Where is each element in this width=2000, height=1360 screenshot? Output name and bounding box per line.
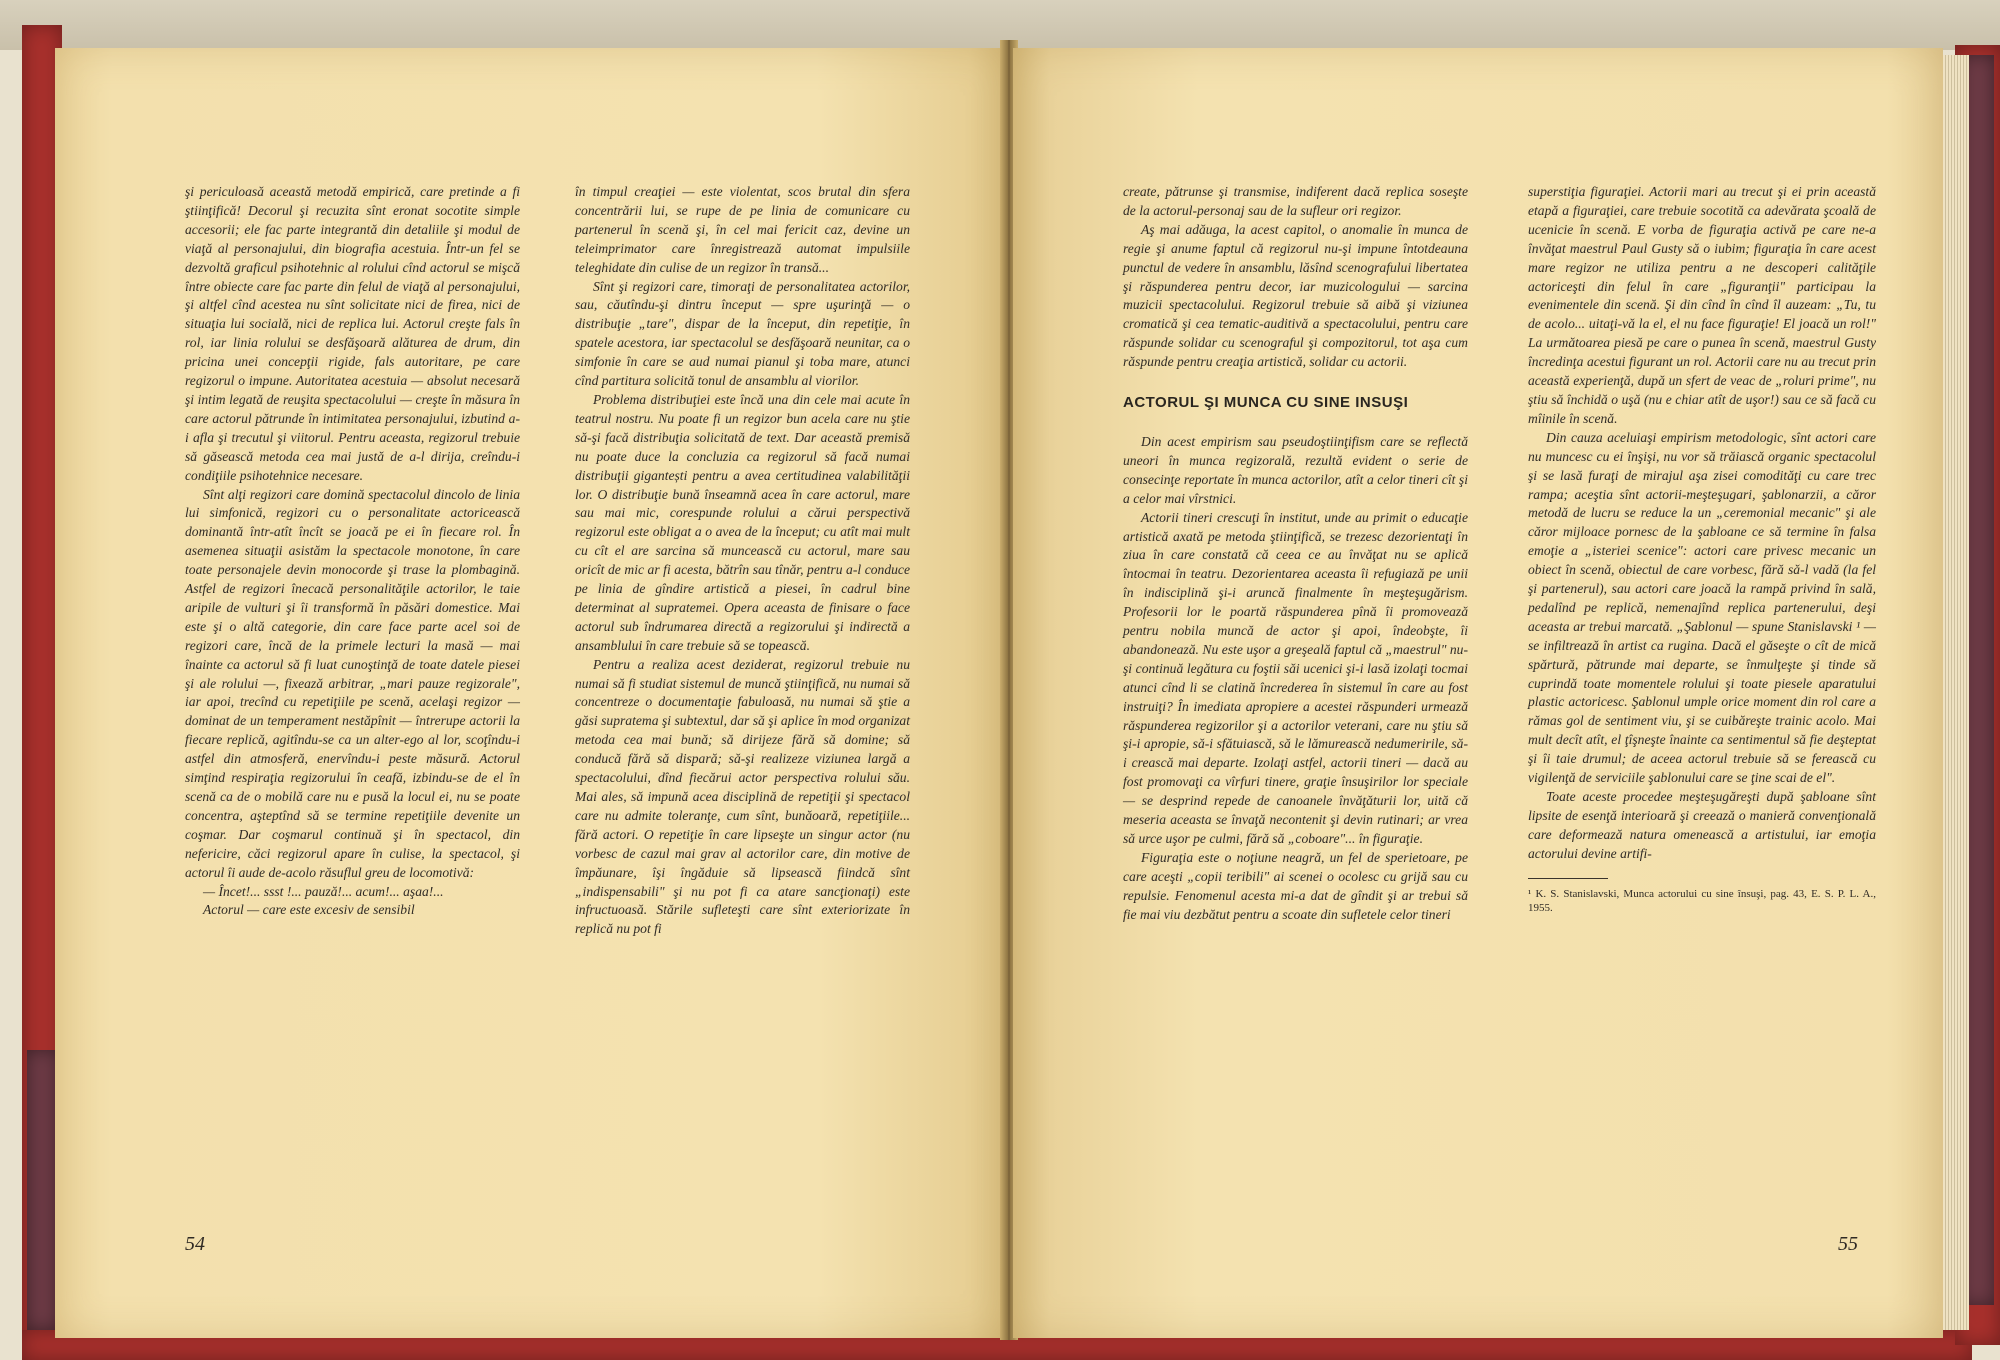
paragraph: superstiţia figuraţiei. Actorii mari au trecut şi ei prin această etapă a figuraţiei, care trebuie socotită ca adevărata şcoală de ucenicie în scenă. E vorba de figuraţia activă pe care ne-a învăţat maestrul Paul Gusty să o iubim; figuraţia în care acest mare regizor ne utiliza pentru a ne descoperi calităţile actoriceşti din felul în care „figuranţii" participau la evenimentele din scenă. Şi din cînd în cînd îl auzeam: „Tu, tu de acolo... uitaţi-vă la el, el nu face figuraţie! El joacă un rol!" La următoarea piesă pe care o punea în scenă, maestrul Gusty încredinţa acestui figurant un rol. Actorii care nu au trecut prin această experienţă, după un sfert de veac de „roluri prime", nu ştiu să închidă o uşă (nu e chiar atît de uşor!) sau ce să facă cu mîinile în scenă. (1528, 184, 1876, 426)
left-page-column-1 (185, 183, 520, 920)
right-page (1013, 48, 1943, 1338)
paragraph: create, pătrunse şi transmise, indiferent dacă replica soseşte de la actorul-personaj sau de la sufleur ori regizor. (1123, 184, 1468, 218)
footnote-divider (1528, 878, 1608, 879)
paragraph: şi periculoasă această metodă empirică, care pretinde a fi ştiinţifică! Decorul şi recuzita sînt eronat socotite simple accesorii; ele fac parte integrantă din detaliile şi modul de viaţă al personajului, din biografia acestuia. Într-un fel se dezvoltă graficul psihotehnic al rolului cînd actorul se mişcă între obiecte care fac parte din felul de viaţă al personajului, şi altfel cînd acestea nu sînt solicitate nici de firea, nici de situaţia lui socială, nici de replica lui. Actorul creşte fals în rol, iar linia rolului se desfăşoară alăturea de drum, din pricina unei concepţii rigide, fals autoritare, pe care regizorul o impune. Autoritatea acestuia — absolut necesară şi intim legată de reuşita spectacolului — creşte în măsura în care actorul pătrunde în intimitatea personajului, izbutind a-i afla şi trecutul şi viitorul. Pentru aceasta, regizorul trebuie să găsească metoda cea mai justă de a-l dirija, creîndu-i condiţiile psihotehnice necesare. (185, 184, 520, 483)
page-number: 54 (185, 1233, 205, 1255)
paragraph: în timpul creaţiei — este violentat, scos brutal din sfera concentrării lui, se rupe de pe linia de comunicare cu partenerul în scenă şi, în cel mai fericit caz, devine un teleimprimator care înregistrează automat impulsiile teleghidate din culise de un regizor în transă... (575, 184, 910, 275)
footnote: ¹ K. S. Stanislavski, Munca actorului cu sine însuşi, pag. 43, E. S. P. L. A., 1955. (1528, 887, 1876, 914)
paragraph: Figuraţia este o noţiune neagră, un fel de sperietoare, pe care aceşti „copii teribili" ai scenei o ocolesc cu grijă sau cu repulsie. Fenomenul acesta mi-a dat de gîndit şi ar trebui să fie mai viu dezbătut pentru a scoate din sufletele celor tineri (1123, 849, 1468, 922)
paragraph: Pentru a realiza acest deziderat, regizorul trebuie nu numai să fi studiat sistemul de muncă ştiinţifică, nu numai să concentreze o documentaţie fabuloasă, nu numai să ştie a găsi supratema şi subtextul, dar să şi aplice în mod organizat metoda cea mai bună; să dirijeze fără să domine; să conducă fără să dispară; să-şi realizeze viziunea largă a spectacolului, dînd fiecărui actor perspectiva rolului său. Mai ales, să impună acea disciplină de repetiţii şi spectacol care nu admite toleranţe, cum sînt, bunăoară, repetiţiile... fără actori. O repetiţie în care lipseşte un singur actor (nu vorbesc de cazul mai grav al actorilor care, din motive de împăunare, îşi îngăduie să lipsească fiindcă sînt „indispensabili" şi nu pot fi ca atare sancţionaţi) este infructuoasă. Stările sufleteşti care sînt exteriorizate în replică nu pot fi (575, 656, 910, 937)
paragraph: Actorul — care este excesiv de sensibil (203, 902, 415, 918)
paragraph: Toate aceste procedee meşteşugăreşti după şabloane sînt lipsite de esenţă interioară şi creează o manieră convenţională care deformează natura omenească a artistului, iar emoţia actorului devine artifi- (1528, 789, 1876, 861)
paragraph: Din cauza aceluiaşi empirism metodologic, sînt actori care nu muncesc cu ei înşişi, nu vor să trăiască organic spectacolul şi se lasă furaţi de mirajul aşa zisei comodităţi cu care trec rampa; aceştia sînt actorii-meşteşugari, şablonarzii, a căror metodă de lucru se reduce la un „ceremonial mecanic" şi ale căror mijloace pornesc de la şabloane ce să termine în falsa emoţie a „isteriei scenice": actori care privesc mecanic un obiect în scenă, obiectul de care vorbesc, fără să-l vadă (la fel şi partenerul), sau actori care joacă la rampă privind în sală, pedalînd pe replică, nemenajînd replica partenerului, deşi aceasta ar trebui marcată. „Şablonul — spune Stanislavski ¹ — se infiltrează în artist ca rugina. Dacă el găseşte o cît de mică spărtură, pătrunde mai departe, se înmulţeşte şi tinde să cuprindă toate momentele rolului şi toate piesele aparatului plastic actoricesc. Şablonul umple orice moment din rol care a rămas gol de sentiment viu, şi se cuibăreşte trainic acolo. Mai mult decît atît, el ţîşneşte înainte ca sentimentul să fie deşteptat şi îi taie drumul; de aceea actorul trebuie să se ferească cu vigilenţă de serviciile şablonului care se ţine scai de el". (1528, 429, 1876, 786)
section-heading: ACTORUL ŞI MUNCA CU SINE INSUŞI (1123, 394, 1409, 412)
page-edges (1943, 55, 1969, 1330)
paragraph: — Încet!... ssst !... pauză!... acum!... aşaa!... (203, 883, 444, 899)
paragraph: Problema distribuţiei este încă una din cele mai acute în teatrul nostru. Nu poate fi un regizor bun acela care nu ştie să-şi facă distribuţia solicitată de text. Dar această premisă nu poate duce la concluzia ca regizorul să facă numai distribuţii gigantești pentru a avea certitudinea valabilităţii lor. O distribuţie bună înseamnă acea în care actorul, mare sau mai mic, corespunde rolului a cărui perspectivă regizorul este obligat a o avea de la început; cu atît mai mult cu cît el are sarcina să muncească cu actorul, mare sau oricît de mic ar fi acesta, bătrîn sau tînăr, pentru a-l conduce pe linia de gîndire artistică a piesei, în cadrul bine determinat al supratemei. Opera aceasta de finisare o face actorul sub îndrumarea directă a regizorului şi indirectă a ansamblului în care trebuie să se topească. (575, 391, 910, 653)
paragraph: Din acest empirism sau pseudoştiinţifism care se reflectă uneori în munca regizorală, rezultă evident o serie de consecinţe reportate în munca actorilor, atît a celor tineri cît şi a celor mai vîrstnici. (1123, 433, 1468, 506)
paragraph: Actorii tineri crescuţi în institut, unde au primit o educaţie artistică axată pe metoda ştiinţifică, se trezesc dezorientaţi în ziua în care constată că ceea ce au învăţat nu se aplică întocmai în teatru. Dezorientarea aceasta îi refugiază pe unii în indisciplină şi-i aruncă finalmente în meşteşugărism. Profesorii lor le poartă răspunderea pînă îi promovează pentru nobila muncă de actor şi apoi, îndeobşte, îi abandonează. Nu este uşor a greşeală faptul că „maestrul" nu-şi continuă legătura cu foştii săi ucenici şi-i lasă izolaţi tocmai atunci cînd li se clatină încrederea în sistemul în care au fost instruiţi? În imediata apropiere a acestei răspunderi urmează răspunderea regizorilor şi a actorilor veterani, care nu ştiu să şi-i apropie, să-i sfătuiască, să le lămurească nedumeririle, să-i crească mai departe. Izolaţi astfel, actorii tineri — dacă au fost promovaţi ca vîrfuri tinere, graţie însuşirilor lor speciale — se desprind repede de canoanele învăţăturii lor, uită că meseria aceasta se învaţă necontenit şi devin rutinari; ar vrea să urce uşor pe culmi, fără să „coboare"... în figuraţie. (1123, 509, 1468, 846)
paragraph: Sînt alţi regizori care domină spectacolul dincolo de linia lui simfonică, regizori cu o personalitate actoricească dominantă într-atît încît se joacă pe ei în fiecare rol. În asemenea situaţii asistăm la spectacole monotone, în care toate personajele devin monocorde şi trase la plombagină. Astfel de regizori înecacă personalităţile actorilor, le taie aripile de vulturi şi îi transformă în păsări domestice. Mai este şi o altă categorie, din care face parte acel soi de regizori care, încă de la primele lecturi la masă — mai înainte ca actorul să fi luat cunoştinţă de toate datele piesei şi ale rolului —, fixează arbitrar, „mari pauze regizorale", iar apoi, trecînd cu repetiţiile pe scenă, acelaşi regizor — dominat de un temperament nestăpînit — întrerupe actorii la fiecare replică, agitîndu-se ca un alter-ego al lor, scoţîndu-i astfel din atmosferă, enervîndu-i peste măsură. Actorul simţind respiraţia regizorului în ceafă, izbindu-se de el în scenă ca de o mobilă care nu e pusă la locul ei, nu se poate concentra, aşteptînd să se termine repetiţiile devenite un coşmar. Dar coşmarul continuă şi în spectacol, din nefericire, căci regizorul apare în culise, la spectacol, şi actorul îi aude de-acolo răsuflul greu de locomotivă: (185, 486, 520, 880)
right-page-column-1 (1123, 183, 1468, 925)
left-page-column-2 (575, 183, 910, 939)
right-page-column-2 (1528, 183, 1876, 915)
left-page (55, 48, 1007, 1338)
paragraph: Sînt şi regizori care, timoraţi de personalitatea actorilor, sau, căutîndu-şi dintru început — spre uşurinţă — o distribuţie „tare", dispar de la început, din repetiţie, în spatele acestora, iar spectacolul se desfăşoară neunitar, ca o simfonie în care se aud numai pianul şi toba mare, atunci cînd partitura solicită tonul de ansamblu al viorilor. (575, 278, 910, 389)
book-cover-left-band (27, 1050, 57, 1330)
page-number: 55 (1838, 1233, 1858, 1255)
paragraph: Aş mai adăuga, la acest capitol, o anomalie în munca de regie şi anume faptul că regizorul nu-şi impune întotdeauna punctul de vedere în ansamblu, lăsînd scenografului libertatea şi răspunderea pentru decor, iar muzicologului — sarcina muzicii spectacolului. Regizorul trebuie să aibă şi viziunea cromatică şi cea tematic-auditivă a spectacolului, pentru care răspunde solidar cu scenograful şi compozitorul, tot aşa cum răspunde pentru creaţia artistică, solidar cu actorii. (1123, 221, 1468, 370)
